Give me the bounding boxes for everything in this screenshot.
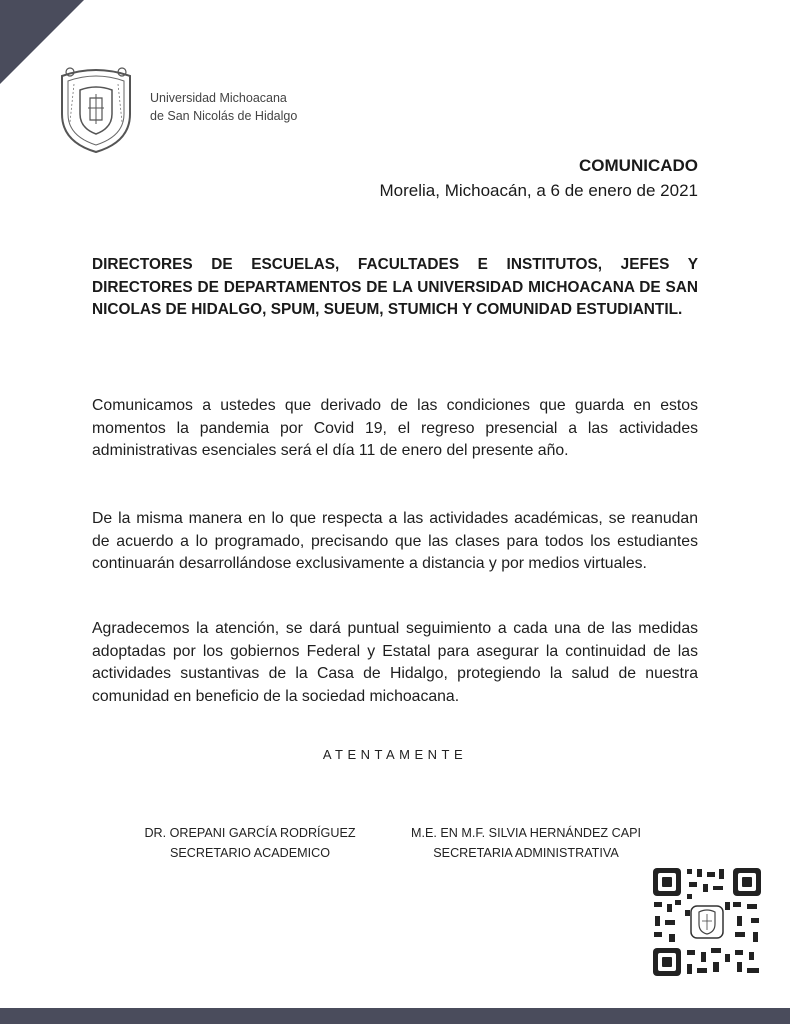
institution-name: [150, 89, 297, 125]
document-title: COMUNICADO: [579, 156, 698, 175]
signature-role-1: SECRETARIO ACADEMICO: [169, 846, 330, 860]
paragraph-1: Comunicamos a ustedes que derivado de las condiciones que guarda en estos momentos la pandemia por Covid 19, el regreso presencial a las actividades administrativas esenciales será el día 11 de enero del presente año.: [92, 397, 698, 459]
qr-code-icon: [651, 866, 763, 978]
signature-block-1: [100, 823, 400, 863]
signature-name-1: DR. OREPANI GARCÍA RODRÍGUEZ: [144, 826, 356, 840]
footer-bar: [0, 1008, 790, 1024]
signature-role-2: SECRETARIA ADMINISTRATIVA: [433, 846, 619, 860]
institution-line1: Universidad Michoacana: [150, 91, 287, 105]
paragraph-2: De la misma manera en lo que respecta a las actividades académicas, se reanudan de acuerdo a lo programado, precisando que las clases para todos los estudiantes continuarán desarrollándose exclusivamente a distancia y por medios virtuales.: [92, 510, 698, 572]
signature-block-2: [376, 823, 676, 863]
institution-line2: de San Nicolás de Hidalgo: [150, 109, 298, 123]
recipients: DIRECTORES DE ESCUELAS, FACULTADES E INSTITUTOS, JEFES Y DIRECTORES DE DEPARTAMENTOS DE LA UNIVERSIDAD MICHOACANA DE SAN NICOLAS DE HIDALGO, SPUM, SUEUM, STUMICH Y COMUNIDAD ESTUDIANTIL.: [92, 256, 698, 318]
place-date: Morelia, Michoacán, a 6 de enero de 2021: [379, 181, 698, 200]
signature-name-2: M.E. EN M.F. SILVIA HERNÁNDEZ CAPI: [411, 826, 641, 840]
closing: ATENTAMENTE: [322, 747, 468, 762]
university-seal-icon: [56, 62, 136, 154]
paragraph-3: Agradecemos la atención, se dará puntual seguimiento a cada una de las medidas adoptadas por los gobiernos Federal y Estatal para asegurar la continuidad de las actividades sustantivas de la Casa de Hidalgo, protegiendo la salud de nuestra comunidad en beneficio de la sociedad michoacana.: [92, 620, 698, 705]
